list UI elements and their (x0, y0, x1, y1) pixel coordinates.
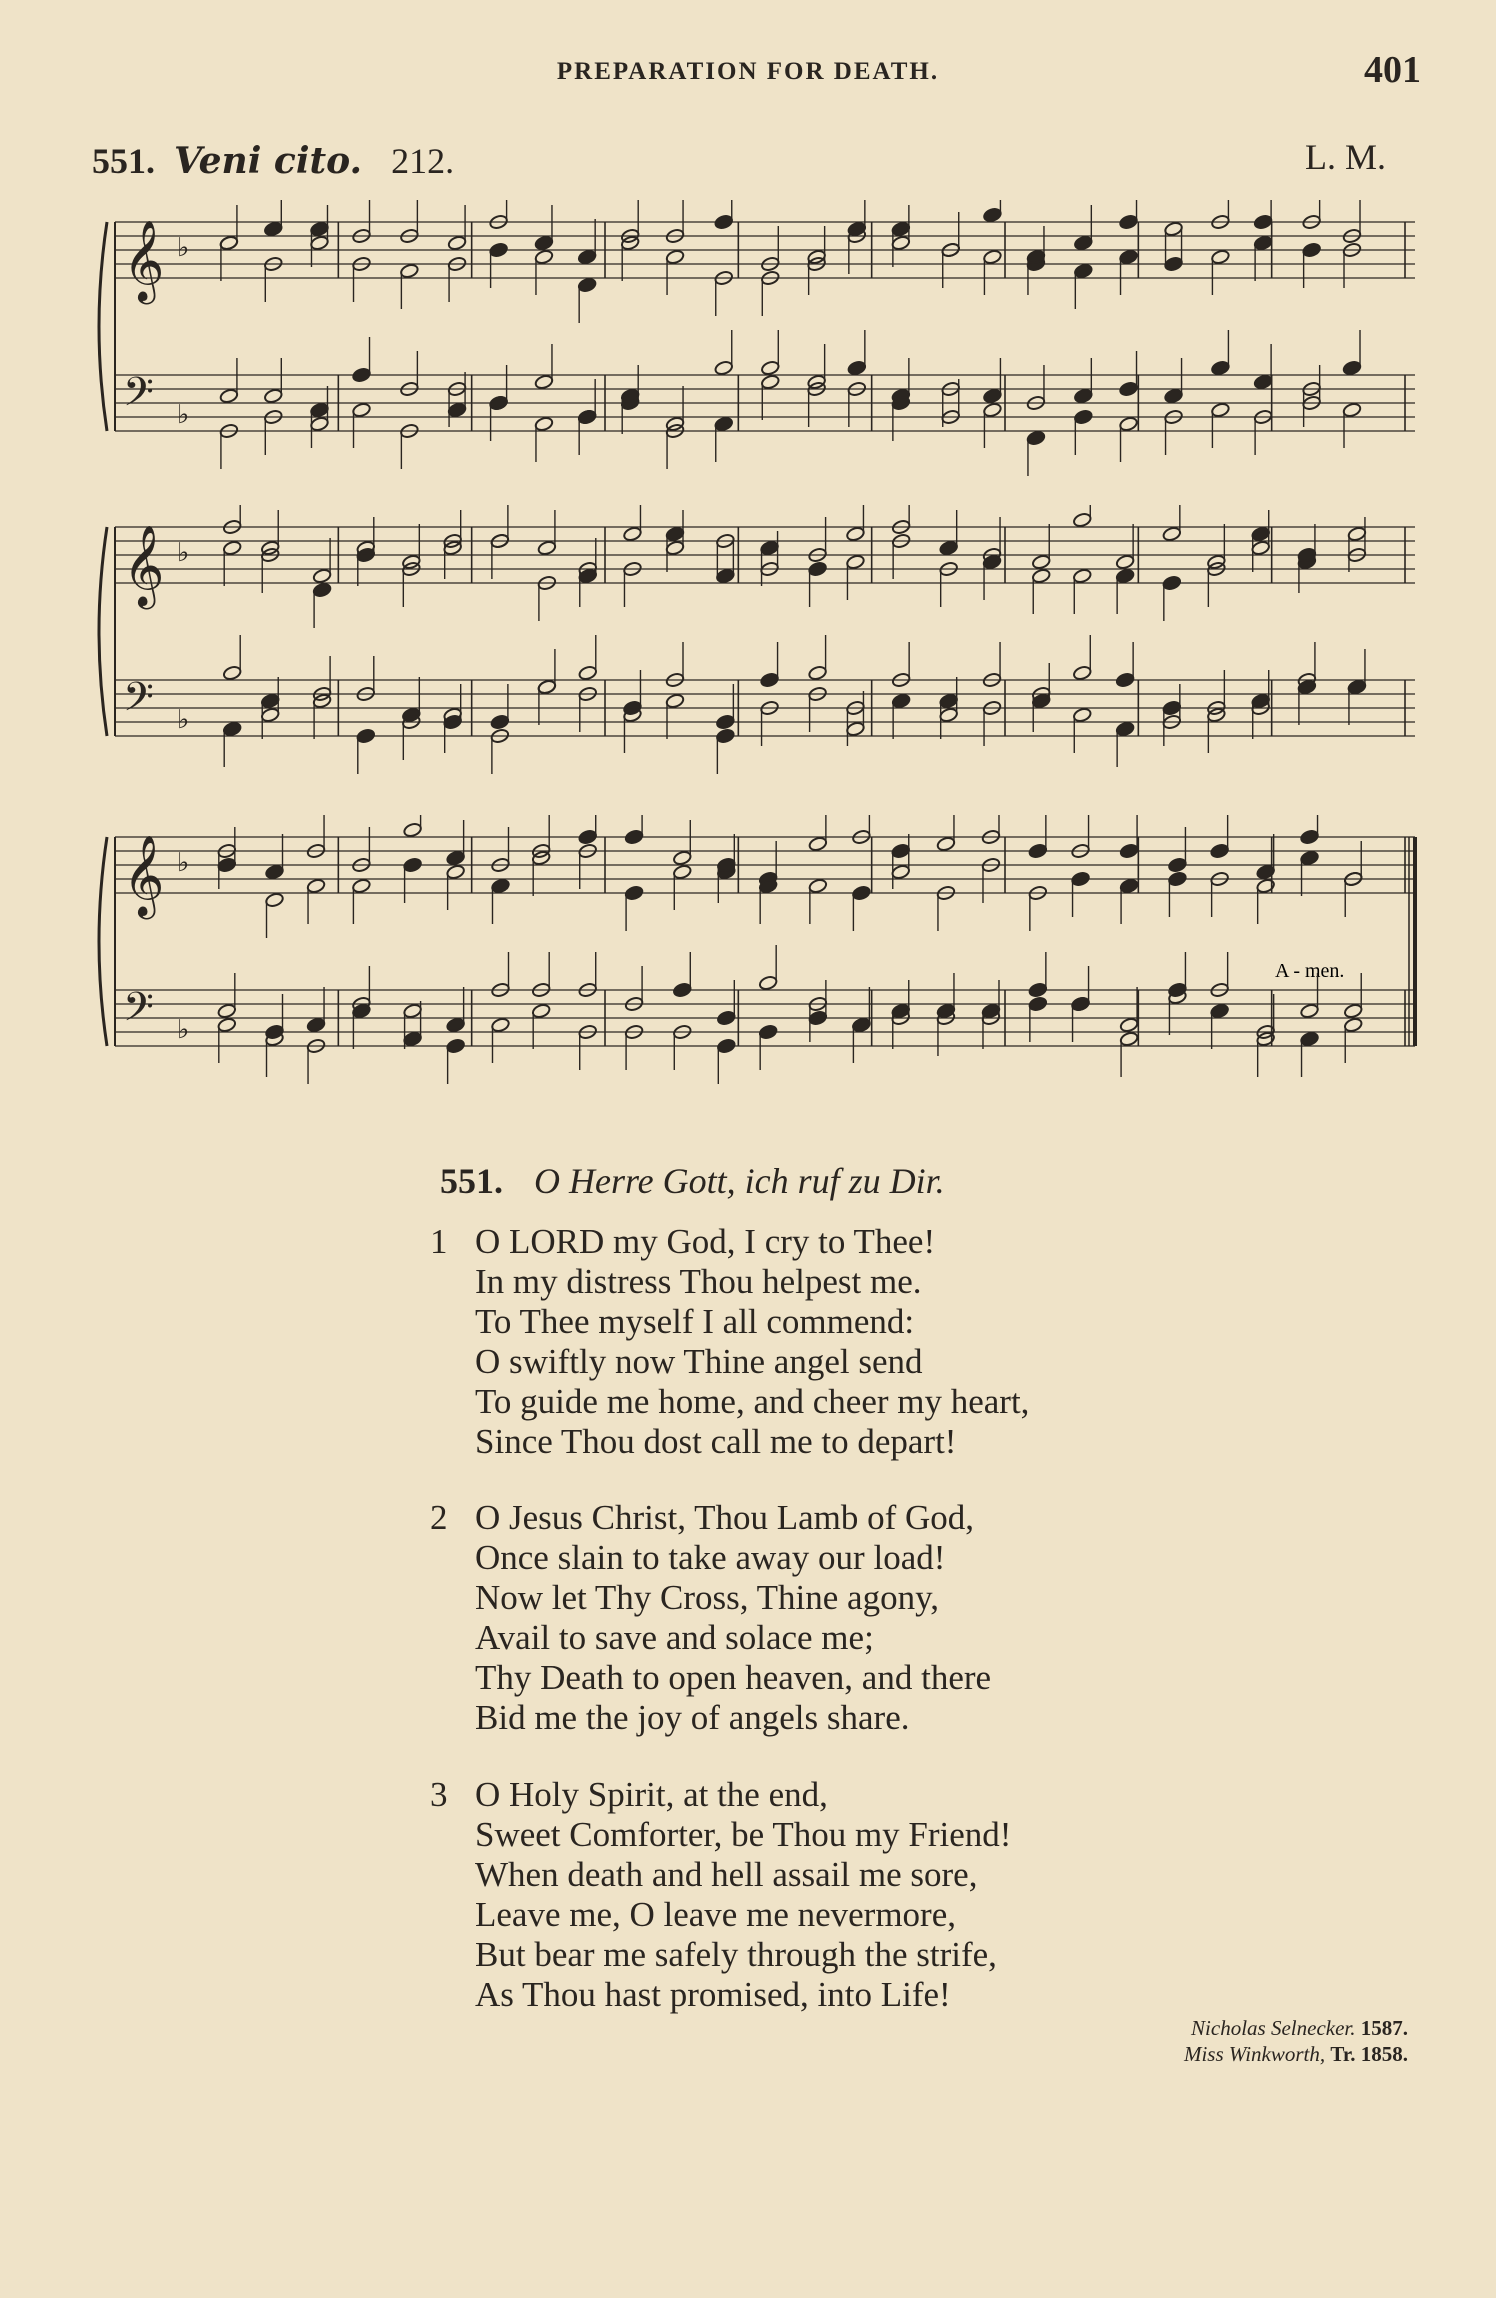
note-head (891, 1003, 911, 1019)
note-head (1119, 214, 1139, 230)
tune-reference: 212. (391, 141, 455, 181)
note-head (846, 554, 866, 570)
verse-line: To Thee myself I all commend: (475, 1302, 915, 1341)
flat-icon: ♭ (177, 1015, 190, 1045)
note-head (1028, 996, 1048, 1012)
verse-line: Thy Death to open heaven, and there (475, 1658, 992, 1697)
translator-name: Miss Winkworth, (1183, 2042, 1326, 2066)
note-head (1210, 1003, 1230, 1019)
note-head (715, 714, 735, 730)
grand-staff-3 (95, 815, 1425, 1115)
note-head (1073, 263, 1093, 279)
note-head (1347, 526, 1367, 542)
note-head (623, 526, 643, 542)
verse-line: As Thou hast promised, into Life! (475, 1975, 951, 2014)
note-head (1300, 1031, 1320, 1047)
verse-line: Leave me, O leave me nevermore, (475, 1895, 956, 1934)
verse-number: 2 (430, 1498, 448, 1537)
verse-3 (430, 1775, 1011, 2015)
note-head (1162, 700, 1182, 716)
note-head (534, 374, 554, 390)
note-head (447, 235, 467, 251)
note-head (1119, 1031, 1139, 1047)
bass-clef-icon: 𝄢 (123, 674, 154, 730)
note-head (312, 568, 332, 584)
note-head (1072, 512, 1092, 528)
note-head (352, 1003, 372, 1019)
note-head (222, 721, 242, 737)
verse-line: O LORD my God, I cry to Thee! (475, 1222, 936, 1261)
note-head (1253, 235, 1273, 251)
note-head (1073, 388, 1093, 404)
note-head (489, 242, 509, 258)
note-head (1253, 374, 1273, 390)
author-year: 1587. (1360, 2016, 1408, 2040)
note-head (852, 1017, 872, 1033)
verse-line: To guide me home, and cheer my heart, (475, 1382, 1030, 1421)
note-head (714, 360, 734, 376)
note-head (760, 374, 780, 390)
note-head (760, 540, 780, 556)
grand-staff-2 (95, 505, 1425, 805)
note-head (352, 367, 372, 383)
note-head (1028, 982, 1048, 998)
note-head (490, 714, 510, 730)
note-head (846, 721, 866, 737)
note-head (310, 235, 330, 251)
note-head (263, 388, 283, 404)
treble-clef-icon: 𝄞 (123, 524, 165, 606)
note-head (400, 263, 420, 279)
note-head (446, 1038, 466, 1054)
note-head (310, 402, 330, 418)
note-head (808, 878, 828, 894)
amen-lyric: A - men. (1275, 960, 1345, 982)
note-head (222, 665, 242, 681)
note-head (715, 568, 735, 584)
tune-name: Veni cito. (174, 140, 363, 182)
note-head (714, 416, 734, 432)
note-head (312, 693, 332, 709)
note-head (1026, 430, 1046, 446)
note-head (1119, 878, 1139, 894)
note-head (403, 857, 423, 873)
note-head (1072, 707, 1092, 723)
note-head (1119, 381, 1139, 397)
music-system-2 (95, 505, 1425, 805)
note-head (537, 540, 557, 556)
note-head (672, 850, 692, 866)
note-head (1119, 416, 1139, 432)
note-head (306, 1017, 326, 1033)
music-system-1 (95, 200, 1425, 500)
note-head (983, 207, 1003, 223)
note-head (758, 975, 778, 991)
verse-line: Bid me the joy of angels share. (475, 1698, 910, 1737)
note-head (1211, 249, 1231, 265)
note-head (1168, 871, 1188, 887)
note-head (716, 1010, 736, 1026)
note-head (891, 221, 911, 237)
note-head (665, 540, 685, 556)
note-head (852, 885, 872, 901)
verse-line: O Holy Spirit, at the end, (475, 1775, 828, 1814)
note-head (1297, 679, 1317, 695)
note-head (1028, 843, 1048, 859)
note-head (217, 1003, 237, 1019)
note-head (846, 526, 866, 542)
flat-icon: ♭ (177, 705, 190, 735)
note-head (936, 836, 956, 852)
note-head (403, 822, 423, 838)
page-number: 401 (1364, 49, 1421, 91)
verse-number: 3 (430, 1775, 448, 1814)
system-brace (99, 527, 107, 736)
bass-clef-icon: 𝄢 (123, 369, 154, 425)
note-head (260, 707, 280, 723)
original-first-line: O Herre Gott, ich ruf zu Dir. (534, 1161, 945, 1201)
bass-clef-icon: 𝄢 (123, 984, 154, 1040)
note-head (219, 388, 239, 404)
author-credit (1184, 2015, 1408, 2041)
note-head (534, 416, 554, 432)
note-head (1031, 568, 1051, 584)
note-head (981, 1003, 1001, 1019)
note-head (1253, 214, 1273, 230)
note-head (807, 249, 827, 265)
note-head (1164, 256, 1184, 272)
verse-line: In my distress Thou helpest me. (475, 1262, 922, 1301)
note-head (531, 1003, 551, 1019)
note-head (1072, 568, 1092, 584)
tune-meter: L. M. (1305, 137, 1386, 177)
note-head (939, 707, 959, 723)
note-head (715, 728, 735, 744)
note-head (1256, 1031, 1276, 1047)
hymn-number: 551. (440, 1161, 503, 1201)
note-head (446, 1017, 466, 1033)
note-head (531, 850, 551, 866)
note-head (1162, 575, 1182, 591)
note-head (403, 1003, 423, 1019)
verse-line: Sweet Comforter, be Thou my Friend! (475, 1815, 1012, 1854)
note-head (1115, 721, 1135, 737)
note-head (1251, 693, 1271, 709)
note-head (672, 982, 692, 998)
note-head (982, 554, 1002, 570)
note-head (1343, 1003, 1363, 1019)
hymn-title (440, 1160, 945, 1202)
note-head (534, 249, 554, 265)
note-head (446, 850, 466, 866)
note-head (446, 864, 466, 880)
note-head (808, 836, 828, 852)
note-head (672, 864, 692, 880)
note-head (939, 693, 959, 709)
note-head (312, 582, 332, 598)
note-head (219, 235, 239, 251)
note-head (1211, 360, 1231, 376)
note-head (491, 878, 511, 894)
note-head (578, 829, 598, 845)
flat-icon: ♭ (177, 848, 190, 878)
note-head (808, 1010, 828, 1026)
note-head (217, 857, 237, 873)
note-head (306, 878, 326, 894)
note-head (716, 1038, 736, 1054)
note-head (1251, 540, 1271, 556)
flat-icon: ♭ (177, 538, 190, 568)
note-head (1168, 857, 1188, 873)
note-head (983, 249, 1003, 265)
note-head (577, 277, 597, 293)
verse-line: Avail to save and solace me; (475, 1618, 874, 1657)
tune-number: 551. (92, 141, 155, 181)
note-head (1164, 221, 1184, 237)
note-head (760, 360, 780, 376)
note-head (537, 679, 557, 695)
note-head (808, 561, 828, 577)
note-head (665, 249, 685, 265)
note-head (265, 864, 285, 880)
note-head (847, 360, 867, 376)
note-head (714, 214, 734, 230)
system-brace (99, 837, 107, 1046)
note-head (403, 1031, 423, 1047)
verse-line: O Jesus Christ, Thou Lamb of God, (475, 1498, 975, 1537)
note-head (260, 693, 280, 709)
note-head (760, 672, 780, 688)
grand-staff-1 (95, 200, 1425, 500)
note-head (1115, 554, 1135, 570)
note-head (1119, 843, 1139, 859)
note-head (624, 829, 644, 845)
note-head (891, 235, 911, 251)
note-head (310, 221, 330, 237)
note-head (1115, 672, 1135, 688)
treble-clef-icon: 𝄞 (123, 834, 165, 916)
note-head (352, 402, 372, 418)
note-head (1073, 409, 1093, 425)
note-head (624, 885, 644, 901)
music-system-3 (95, 815, 1425, 1115)
note-head (1206, 707, 1226, 723)
note-head (578, 665, 598, 681)
note-head (534, 235, 554, 251)
note-head (1211, 402, 1231, 418)
note-head (1302, 242, 1322, 258)
verse-line: But bear me safely through the strife, (475, 1935, 997, 1974)
flat-icon: ♭ (177, 233, 190, 263)
note-head (1256, 878, 1276, 894)
note-head (891, 864, 911, 880)
note-head (1115, 568, 1135, 584)
note-head (356, 728, 376, 744)
running-title: PREPARATION FOR DEATH. (556, 58, 940, 85)
verse-line: O swiftly now Thine angel send (475, 1342, 923, 1381)
note-head (1164, 388, 1184, 404)
verse-line: Since Thou dost call me to depart! (475, 1422, 957, 1461)
note-head (1119, 1017, 1139, 1033)
note-head (1300, 850, 1320, 866)
note-head (983, 388, 1003, 404)
verse-line: Now let Thy Cross, Thine agony, (475, 1578, 940, 1617)
tune-heading (92, 140, 454, 182)
note-head (983, 402, 1003, 418)
author-name: Nicholas Selnecker. (1191, 2016, 1356, 2040)
note-head (1256, 864, 1276, 880)
note-head (1072, 665, 1092, 681)
verse-line: When death and hell assail me sore, (475, 1855, 978, 1894)
note-head (491, 1017, 511, 1033)
note-head (217, 1017, 237, 1033)
credits (1184, 2015, 1408, 2067)
translator-credit (1184, 2041, 1408, 2067)
note-head (1342, 360, 1362, 376)
note-head (265, 892, 285, 908)
note-head (665, 693, 685, 709)
verse-line: Once slain to take away our load! (475, 1538, 946, 1577)
note-head (222, 540, 242, 556)
note-head (1300, 1003, 1320, 1019)
note-head (620, 235, 640, 251)
note-head (1210, 843, 1230, 859)
note-head (577, 249, 597, 265)
note-head (1031, 554, 1051, 570)
verse-number: 1 (430, 1222, 448, 1261)
note-head (352, 878, 372, 894)
verse-1 (430, 1222, 1029, 1462)
note-head (665, 526, 685, 542)
treble-clef-icon: 𝄞 (123, 219, 165, 301)
note-head (891, 843, 911, 859)
system-brace (99, 222, 107, 431)
note-head (1300, 829, 1320, 845)
note-head (1251, 526, 1271, 542)
note-head (263, 221, 283, 237)
note-head (1343, 1017, 1363, 1033)
note-head (808, 665, 828, 681)
note-head (1342, 402, 1362, 418)
note-head (310, 416, 330, 432)
note-head (758, 1024, 778, 1040)
verse-2 (430, 1498, 991, 1738)
note-head (1119, 249, 1139, 265)
note-head (1162, 526, 1182, 542)
note-head (891, 693, 911, 709)
translator-note: Tr. 1858. (1330, 2042, 1408, 2066)
note-head (1071, 871, 1091, 887)
flat-icon: ♭ (177, 400, 190, 430)
note-head (1073, 235, 1093, 251)
note-head (447, 402, 467, 418)
note-head (939, 540, 959, 556)
